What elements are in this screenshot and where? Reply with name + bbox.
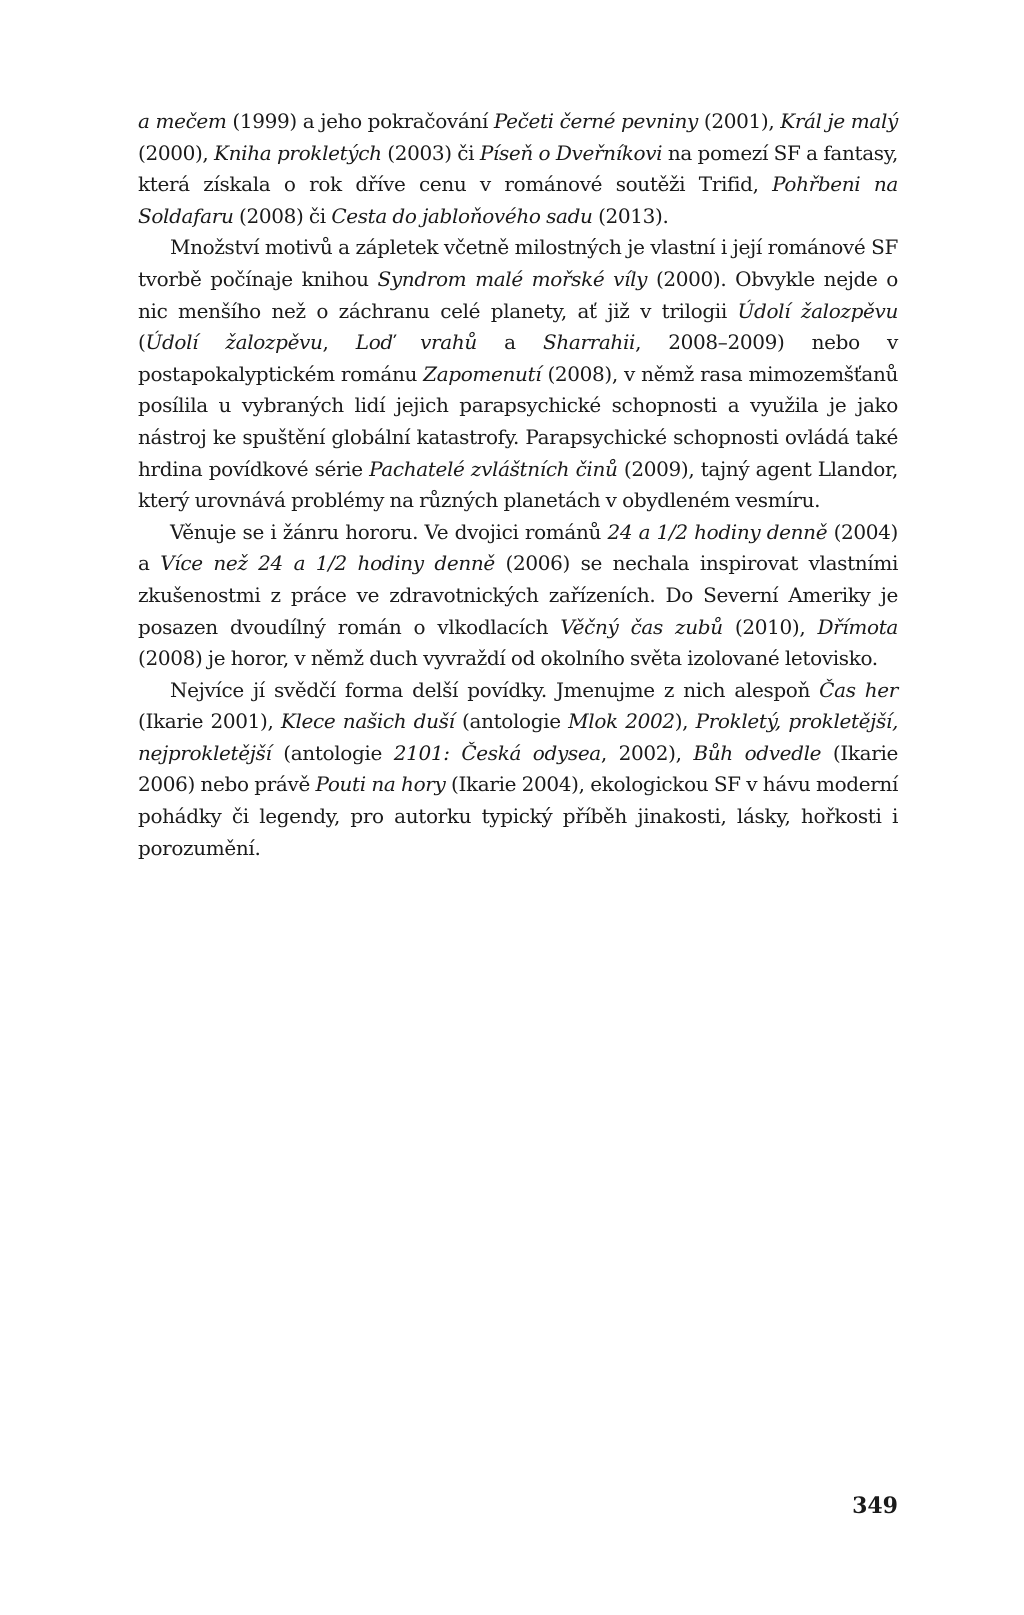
italic-title: Sharrahii <box>542 330 636 355</box>
italic-title: Mlok 2002 <box>568 709 675 734</box>
italic-title: Pohřbeni na Soldafaru <box>138 172 898 228</box>
text-run: (antologie <box>271 740 394 765</box>
italic-title: Klece našich duší <box>280 709 455 734</box>
text-run: (2006) se nechala inspirovat vlastními zkušenostmi z práce ve zdravotnických zařízeních. Do Severní Ameriky je posazen dvoudílný román o vlkodlacích <box>138 551 898 639</box>
italic-title: Prokletý, prokletější, nejprokletější <box>138 709 898 765</box>
text-run: a <box>476 330 543 355</box>
italic-title: Král je malý <box>780 109 898 133</box>
italic-title: Údolí žalozpěvu <box>737 298 898 323</box>
paragraph-2 <box>138 232 898 516</box>
italic-title: Věčný čas zubů <box>560 614 723 639</box>
text-run: , 2002), <box>600 740 694 765</box>
text-run: , 2008–2009) nebo v postapokalyptickém románu <box>138 330 898 386</box>
text-run: (Ikarie 2004), ekologickou SF v hávu moderní pohádky či legendy, pro autorku typický příběh jinakosti, lásky, hořkosti i porozumění. <box>138 772 898 860</box>
italic-title: 24 a 1/2 hodiny denně <box>607 519 828 544</box>
text-run: (antologie <box>454 709 569 734</box>
text-run: Věnuje se i žánru hororu. Ve dvojici románů <box>170 519 608 544</box>
text-run: Množství motivů a zápletek včetně milostných je vlastní i její románové SF tvorbě počínaje knihou <box>138 235 898 291</box>
italic-title: Syndrom malé mořské víly <box>377 266 648 291</box>
paragraph-3 <box>138 517 898 675</box>
text-run: (2001), <box>698 109 781 133</box>
text-run: ( <box>138 330 146 355</box>
italic-title: Čas her <box>819 677 898 702</box>
text-run: (2004) a <box>138 519 898 576</box>
italic-title: Cesta do jabloňového sadu <box>331 203 593 228</box>
text-run: (2013). <box>592 203 669 228</box>
text-run: (1999) a jeho pokračování <box>226 109 494 133</box>
italic-title: Bůh odvedle <box>693 740 822 765</box>
text-run: (Ikarie 2006) nebo právě <box>138 740 898 797</box>
text-run: Nejvíce jí svědčí forma delší povídky. Jmenujme z nich alespoň <box>170 677 820 702</box>
italic-title: Loď vrahů <box>355 330 477 355</box>
italic-title: 2101: Česká odysea <box>393 740 601 765</box>
italic-title: a mečem <box>138 109 227 133</box>
italic-title: Dřímota <box>817 614 898 639</box>
text-run: (2008) či <box>233 203 332 228</box>
italic-title: Více než 24 a 1/2 hodiny denně <box>160 551 495 576</box>
text-run: (2009), tajný agent Llandor, který urovnává problémy na různých planetách v obydleném vesmíru. <box>138 456 898 513</box>
text-run: (2000). Obvykle nejde o nic menšího než o záchranu celé planety, ať již v trilogii <box>138 266 898 323</box>
paragraph-4 <box>138 675 898 865</box>
paragraph-1 <box>138 106 898 232</box>
text-run: ), <box>674 709 696 734</box>
text-run: (2000), <box>138 140 215 165</box>
italic-title: Pouti na hory <box>315 772 446 797</box>
book-page-body <box>138 106 898 864</box>
italic-title: Kniha prokletých <box>214 140 382 165</box>
italic-title: Píseň o Dveřníkovi <box>479 140 663 165</box>
text-run: na pomezí SF a fantasy, která získala o rok dříve cenu v románové soutěži Trifid, <box>138 140 898 197</box>
text-run: (2008) je horor, v němž duch vyvraždí od okolního světa izolované letovisko. <box>138 646 878 671</box>
text-run: (2003) či <box>381 140 480 165</box>
text-run: (2008), v němž rasa mimozemšťanů posílila u vybraných lidí jejich parapsychické schopnosti a využila je jako nástroj ke spuštění globální katastrofy. Parapsychické schopnosti ovládá také hrdina povídkové série <box>138 361 898 481</box>
italic-title: Údolí žalozpěvu <box>145 330 323 355</box>
text-run: (Ikarie 2001), <box>138 709 281 734</box>
italic-title: Pachatelé zvláštních činů <box>369 456 618 481</box>
italic-title: Zapomenutí <box>423 361 542 386</box>
text-run: (2010), <box>722 614 818 639</box>
text-run: , <box>322 330 356 355</box>
page-number: 349 <box>852 1493 898 1519</box>
italic-title: Pečeti černé pevniny <box>493 109 699 133</box>
